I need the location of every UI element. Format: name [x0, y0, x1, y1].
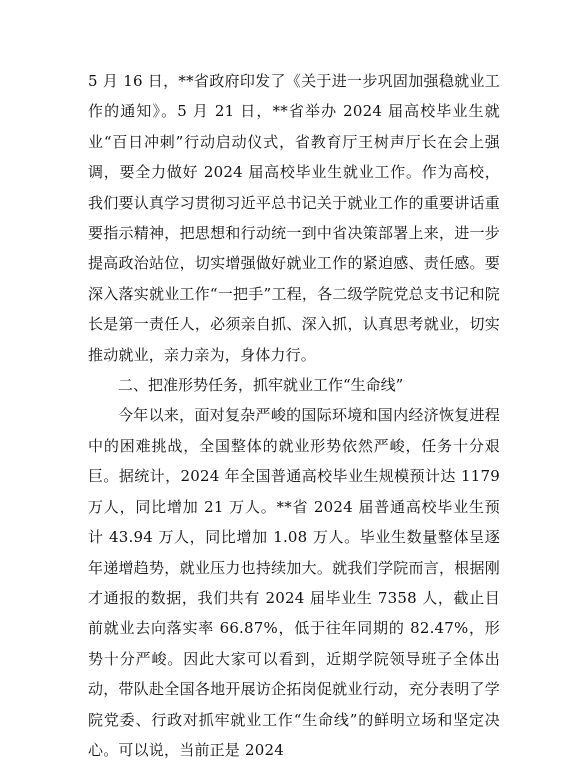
body-paragraph-1: 5 月 16 日，**省政府印发了《关于进一步巩固加强稳就业工作的通知》。5 月 21 日，**省举办 2024 届高校毕业生就业“百日冲刺”行动启动仪式，省教育厅王树声厅长在会上强调，要全力做好 2024 届高校毕业生就业工作。作为高校，我们要认真学习贯彻习近平总书记关于就业工作的重要讲话重要指示精神，把思想和行动统一到中省决策部署上来，进一步提高政治站位，切实增强做好就业工作的紧迫感、责任感。要深入落实就业工作“一把手”工程，各二级学院党总支书记和院长是第一责任人，必须亲自抓、深入抓，认真思考就业，切实推动就业，亲力亲为，身体力行。 [88, 72, 500, 364]
section-heading: 二、把准形势任务，抓牢就业工作“生命线” [118, 376, 404, 395]
document-body [88, 66, 500, 765]
body-paragraph-2: 今年以来，面对复杂严峻的国际环境和国内经济恢复进程中的困难挑战，全国整体的就业形势依然严峻，任务十分艰巨。据统计，2024 年全国普通高校毕业生规模预计达 1179 万人，同比增加 21 万人。**省 2024 届普通高校毕业生预计 43.94 万人，同比增加 1.08 万人。毕业生数量整体呈逐年递增趋势，就业压力也持续加大。就我们学院而言，根据刚才通报的数据，我们共有 2024 届毕业生 7358 人，截止目前就业去向落实率 66.87%，低于往年同期的 82.47%，形势十分严峻。因此大家可以看到，近期学院领导班子全体出动，带队赴全国各地开展访企拓岗促就业行动，充分表明了学院党委、行政对抓牢就业工作“生命线”的鲜明立场和坚定决心。可以说，当前正是 2024 [88, 406, 500, 759]
